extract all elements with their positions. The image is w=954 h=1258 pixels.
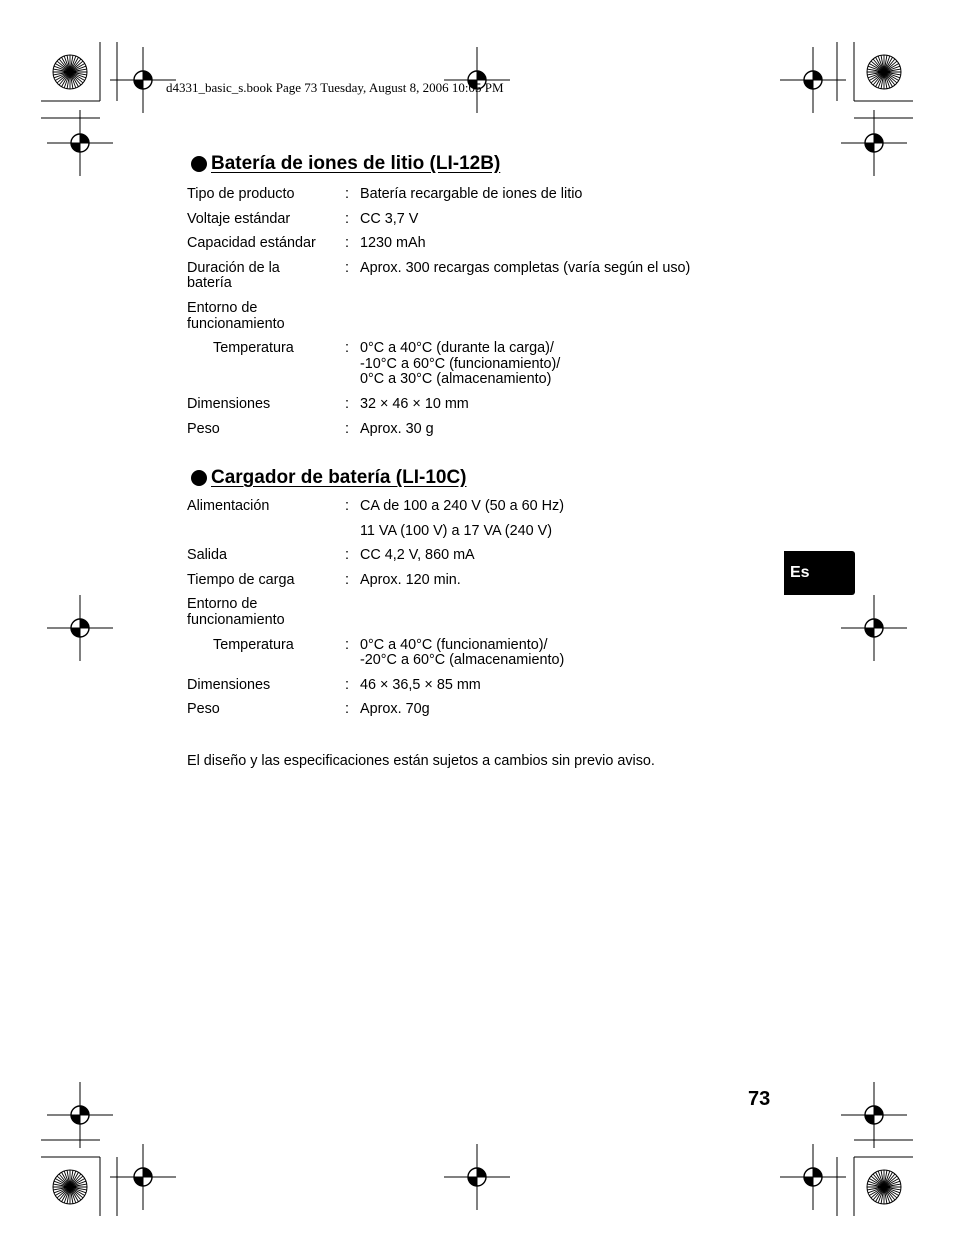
language-tab: Es (784, 551, 855, 595)
spec-label: Voltaje estándar (187, 210, 291, 227)
spec-value: 1230 mAh (360, 235, 426, 252)
print-header: d4331_basic_s.book Page 73 Tuesday, August 8, 2006 10:05 PM (166, 80, 504, 95)
spec-colon: : (345, 636, 349, 653)
spec-colon (345, 301, 360, 332)
spec-colon: : (345, 186, 349, 202)
spec-label: Peso (187, 420, 220, 437)
spec-label: Dimensiones (187, 676, 271, 693)
spec-value (360, 301, 787, 332)
spec-value: Batería recargable de iones de litio (360, 186, 583, 202)
spec-value: 32 × 46 × 10 mm (360, 395, 469, 412)
spec-label: Duración de la batería (187, 259, 280, 292)
charger-section-heading (189, 467, 467, 489)
spec-value: 0°C a 40°C (funcionamiento)/ -20°C a 60°C (almacenamiento) (360, 636, 565, 669)
spec-colon: : (345, 259, 349, 276)
spec-label: Entorno de funcionamiento (187, 299, 285, 332)
spec-label: Peso (187, 701, 220, 718)
spec-row (187, 524, 787, 540)
page-number: 73 (748, 1088, 771, 1110)
spec-colon (345, 524, 360, 540)
spec-label: Temperatura (213, 636, 294, 653)
spec-colon: : (345, 210, 349, 227)
spec-value: CC 3,7 V (360, 210, 419, 227)
spec-colon: : (345, 498, 349, 514)
spec-row (187, 499, 787, 515)
spec-label: Entorno de funcionamiento (187, 596, 285, 628)
spec-colon: : (345, 395, 349, 412)
star-target-icon (53, 1170, 87, 1204)
spec-row (187, 548, 787, 564)
spec-row (187, 573, 787, 589)
charger-spec-table (187, 499, 787, 718)
spec-value: CA de 100 a 240 V (50 a 60 Hz) (360, 498, 564, 514)
spec-row (187, 638, 787, 669)
spec-row (187, 702, 787, 718)
spec-row (187, 261, 787, 292)
spec-row (187, 236, 787, 252)
charger-section-title: Cargador de batería (LI-10C) (211, 467, 467, 488)
star-target-icon (867, 55, 901, 89)
bullet-icon (191, 470, 207, 486)
spec-value: Aprox. 30 g (360, 420, 434, 437)
spec-colon: : (345, 701, 349, 718)
spec-value: 0°C a 40°C (durante la carga)/ -10°C a 60°C (funcionamiento)/ 0°C a 30°C (almacenamiento) (360, 340, 561, 388)
spec-colon: : (345, 420, 349, 437)
star-target-icon (53, 55, 87, 89)
spec-label: Salida (187, 547, 228, 564)
spec-colon: : (345, 676, 349, 693)
disclaimer-note: El diseño y las especificaciones están sujetos a cambios sin previo aviso. (187, 753, 655, 769)
battery-section-title: Batería de iones de litio (LI-12B) (211, 153, 501, 174)
bullet-icon (191, 156, 207, 172)
spec-row (187, 397, 787, 413)
spec-row (187, 212, 787, 228)
spec-label: Dimensiones (187, 395, 271, 412)
spec-value: Aprox. 300 recargas completas (varía según el uso) (360, 259, 691, 276)
spec-label: Tipo de producto (187, 186, 295, 202)
spec-label (187, 524, 345, 540)
spec-value: CC 4,2 V, 860 mA (360, 547, 475, 564)
spec-label: Temperatura (213, 340, 294, 357)
spec-row (187, 597, 787, 628)
spec-colon: : (345, 235, 349, 252)
spec-label: Tiempo de carga (187, 571, 295, 588)
spec-row (187, 187, 787, 203)
spec-label: Alimentación (187, 498, 270, 514)
spec-label: Capacidad estándar (187, 235, 316, 252)
spec-row (187, 301, 787, 332)
spec-value: 46 × 36,5 × 85 mm (360, 676, 481, 693)
spec-row (187, 422, 787, 438)
spec-colon (345, 597, 360, 628)
spec-row (187, 341, 787, 388)
spec-value: 11 VA (100 V) a 17 VA (240 V) (360, 522, 552, 539)
spec-value: Aprox. 70g (360, 701, 430, 718)
battery-spec-table (187, 187, 787, 437)
spec-value: Aprox. 120 min. (360, 571, 461, 588)
star-target-icon (867, 1170, 901, 1204)
spec-row (187, 678, 787, 694)
spec-colon: : (345, 547, 349, 564)
spec-colon: : (345, 340, 349, 357)
battery-section-heading (189, 153, 500, 175)
spec-colon: : (345, 571, 349, 588)
spec-value (360, 597, 787, 628)
